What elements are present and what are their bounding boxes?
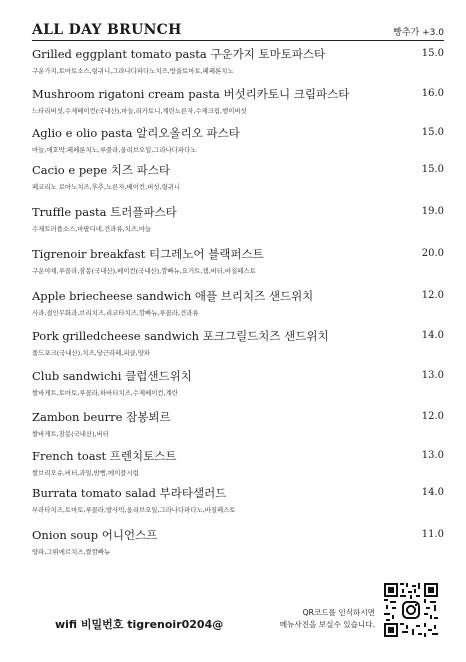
item-name: Grilled eggplant tomato pasta 구운가지 토마토파스타 [32,47,326,61]
item-description: 페코리노 로마노치즈,후추,노른자,베이컨,버섯,링귀니 [32,183,181,191]
item-price: 13.0 [421,370,444,381]
item-name: Burrata tomato salad 부라타샐러드 [32,486,227,500]
item-name: Aglio e olio pasta 알리오올리오 파스타 [32,126,240,140]
instagram-qr-icon[interactable] [382,581,440,639]
item-price: 15.0 [421,48,444,59]
item-description: 양파,그뤼에르치즈,쌀깜빠뉴 [32,548,111,556]
wifi-password: wifi 비밀번호 tigrenoir0204@ [55,618,224,631]
item-name: Cacio e pepe 치즈 파스타 [32,163,171,177]
item-price: 13.0 [421,450,444,461]
item-description: 쌀바게트,잠봉(국내산),버터 [32,430,109,438]
menu-title: ALL DAY BRUNCH [32,22,182,38]
item-name: Onion soup 어니언스프 [32,528,158,542]
item-description: 쌀브리오슈,버터,과일,밤뻥,메이플시럽 [32,469,139,477]
item-description: 구운야채,루꼴라,잠봉(국내산),베이컨(국내산),깜빠뉴,요거트,잼,버터,바질페스토 [32,267,256,275]
item-name: Club sandwichi 클럽샌드위치 [32,369,192,383]
item-price: 14.0 [421,487,444,498]
item-price: 14.0 [421,330,444,341]
item-description: 구운가지,토마토소스,링귀니,그라나다파다노치즈,방울토마토,페페론치노 [32,67,234,75]
menu-header [32,22,444,42]
item-price: 20.0 [421,248,444,259]
item-price: 12.0 [421,411,444,422]
item-name: Zambon beurre 잠봉뵈르 [32,410,171,424]
item-price: 11.0 [421,529,444,540]
item-description: 풀드포크(국내산),치즈,당근라페,피클,양파 [32,349,151,357]
item-price: 15.0 [421,127,444,138]
qr-line-1: QR코드를 인식하시면 [302,608,375,617]
item-description: 사과,절인무화과,브리치즈,리코타치즈,깜빠뉴,루꼴라,견과류 [32,309,199,317]
item-description: 느타리버섯,수제베이컨(국내산),마늘,리카토니,계란노른자,수제크림,행이버섯 [32,107,247,115]
item-name: Apple briecheese sandwich 애플 브리치즈 샌드위치 [32,289,314,303]
qr-instructions [260,607,375,631]
item-price: 12.0 [421,290,444,301]
qr-line-2: 메뉴사진을 보실수 있습니다. [279,620,375,629]
item-price: 15.0 [421,164,444,175]
header-divider [32,40,444,41]
item-description: 부라타치즈,토마토,루꼴라,발사믹,올리브오일,그라나다파다노,바질페스토 [32,506,236,514]
item-name: French toast 프렌치토스트 [32,449,177,463]
item-description: 마늘,애호박,페페론치노,루꼴라,올리브오일,그라나다파다노 [32,146,197,154]
item-name: Pork grilledcheese sandwich 포크그릴드치즈 샌드위치 [32,329,329,343]
bread-add-price: 빵추가 +3.0 [393,28,444,38]
item-name: Truffle pasta 트러플파스타 [32,205,177,219]
item-description: 수제트러플소스,마팔디네,견과류,치즈,마늘 [32,225,152,233]
item-name: Mushroom rigatoni cream pasta 버섯리카토니 크림파스타 [32,87,350,101]
item-price: 16.0 [421,88,444,99]
item-name: Tigrenoir breakfast 티그레노어 블랙퍼스트 [32,247,264,261]
item-description: 쌀바게트,토마토,루꼴라,하바티치즈,수제베이컨,계란 [32,389,178,397]
item-price: 19.0 [421,206,444,217]
